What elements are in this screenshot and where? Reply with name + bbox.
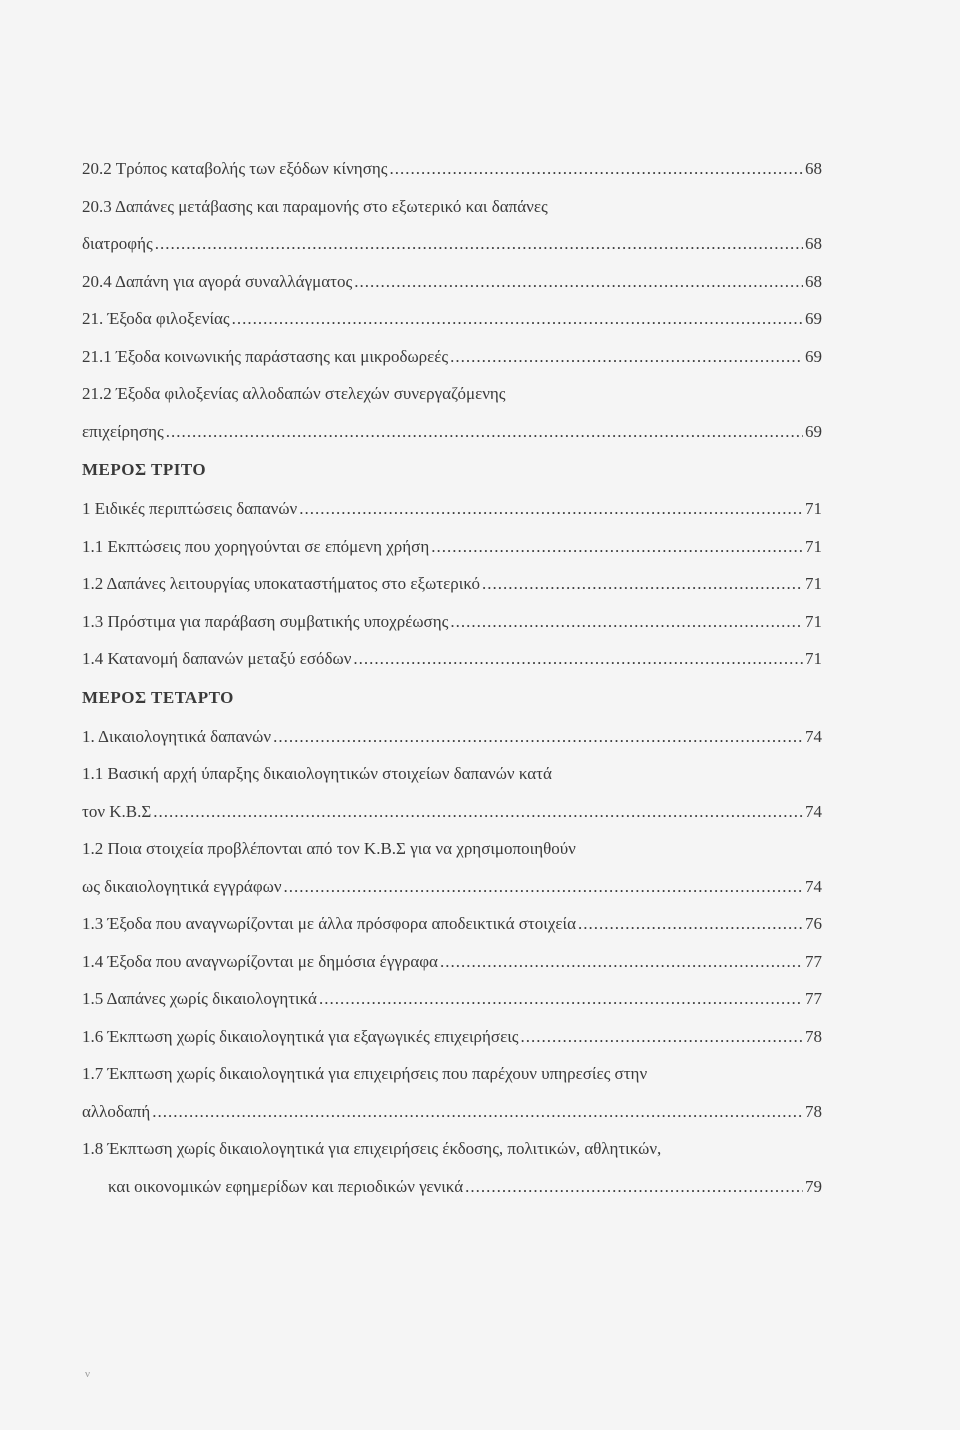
toc-entry [82,225,822,263]
toc-page-number: 74 [805,801,822,821]
toc-leader-dots [578,905,803,943]
toc-entry [82,1018,822,1056]
toc-leader-dots [152,1093,803,1131]
toc-leader-dots [390,150,804,188]
toc-entry-title: 21.2 Έξοδα φιλοξενίας αλλοδαπών στελεχών συνεργαζόμενης [82,384,506,403]
toc-page-number: 71 [805,649,822,668]
toc-page-number: 71 [805,611,822,631]
toc-leader-dots [465,1168,803,1206]
toc-page-number: 68 [805,159,822,178]
toc-page-number: 71 [805,499,822,518]
toc-entry [82,1093,822,1131]
toc-page-number: 78 [805,1026,822,1046]
toc-leader-dots [521,1018,803,1056]
toc-leader-dots [450,603,803,641]
toc-page-number: 69 [805,309,822,328]
toc-entry [82,793,822,831]
toc-entry [82,263,822,301]
toc-entry-title: ως δικαιολογητικά εγγράφων [82,876,282,896]
toc-leader-dots [482,565,803,603]
toc-entry-title: 1.6 Έκπτωση χωρίς δικαιολογητικά για εξαγωγικές επιχειρήσεις [82,1026,519,1046]
toc-page-number: 77 [805,989,822,1008]
toc-leader-dots [155,225,803,263]
toc-entry-title: 1.5 Δαπάνες χωρίς δικαιολογητικά [82,989,317,1008]
toc-entry [82,868,822,906]
toc-entry [82,188,822,226]
toc-leader-dots [273,718,803,756]
toc-leader-dots [353,640,803,678]
toc-leader-dots [319,980,803,1018]
toc-page-number: 68 [805,234,822,253]
toc-entry-title: και οικονομικών εφημερίδων και περιοδικών γενικά [108,1176,464,1196]
toc-entry [82,375,822,413]
section-heading: ΜΕΡΟΣ ΤΕΤΑΡΤΟ [82,687,234,707]
toc-leader-dots [284,868,803,906]
toc-entry-title: 1 Ειδικές περιπτώσεις δαπανών [82,499,298,518]
toc-entry-title: 21. Έξοδα φιλοξενίας [82,309,230,328]
toc-entry-title: 1. Δικαιολογητικά δαπανών [82,726,272,746]
toc-entry-title: 1.1 Βασική αρχή ύπαρξης δικαιολογητικών στοιχείων δαπανών κατά [82,764,552,783]
toc-leader-dots [153,793,803,831]
toc-entry-title: 1.4 Έξοδα που αναγνωρίζονται με δημόσια έγγραφα [82,951,438,971]
toc-entry [82,150,822,188]
toc-leader-dots [299,490,803,528]
toc-entry [82,755,822,793]
page-footer-mark: ν [85,1368,90,1380]
toc-page-number: 69 [805,421,822,441]
toc-entry-title: αλλοδαπή [82,1101,151,1121]
toc-entry [82,980,822,1018]
toc-entry [82,830,822,868]
toc-page-number: 69 [805,346,822,366]
toc-page-number: 76 [805,914,822,933]
toc-entry-title: 1.8 Έκπτωση χωρίς δικαιολογητικά για επιχειρήσεις έκδοσης, πολιτικών, αθλητικών, [82,1139,662,1158]
toc-entry [82,338,822,376]
toc-entry-title: 20.2 Τρόπος καταβολής των εξόδων κίνησης [82,159,388,178]
toc-page-number: 79 [805,1176,822,1196]
toc-page-number: 71 [805,574,822,593]
toc-entry [82,1130,822,1168]
toc-entry-title: 20.4 Δαπάνη για αγορά συναλλάγματος [82,271,353,291]
toc-page-number: 74 [805,726,822,746]
toc-entry-title: 21.1 Έξοδα κοινωνικής παράστασης και μικροδωρεές [82,346,449,366]
toc-entry-title: τον Κ.Β.Σ [82,801,152,821]
toc-page-number: 68 [805,271,822,291]
table-of-contents [82,150,822,1205]
section-heading: ΜΕΡΟΣ ΤΡΙΤΟ [82,460,207,479]
toc-entry [82,640,822,678]
toc-entry-title: 20.3 Δαπάνες μετάβασης και παραμονής στο εξωτερικό και δαπάνες [82,196,548,216]
toc-page-number: 77 [805,951,822,971]
toc-entry [82,565,822,603]
toc-entry [82,413,822,451]
toc-leader-dots [440,943,803,981]
toc-entry [82,528,822,566]
toc-entry-title: 1.4 Κατανομή δαπανών μεταξύ εσόδων [82,649,352,668]
toc-page-number: 71 [805,536,822,556]
toc-entry-title: 1.1 Εκπτώσεις που χορηγούνται σε επόμενη χρήση [82,536,430,556]
toc-leader-dots [166,413,803,451]
toc-entry [82,1168,822,1206]
toc-entry [82,300,822,338]
toc-entry-title: 1.3 Έξοδα που αναγνωρίζονται με άλλα πρόσφορα αποδεικτικά στοιχεία [82,914,576,933]
toc-entry-title: 1.2 Ποια στοιχεία προβλέπονται από τον Κ.Β.Σ για να χρησιμοποιηθούν [82,839,576,858]
toc-leader-dots [232,300,803,338]
toc-leader-dots [354,263,803,301]
toc-entry-title: διατροφής [82,234,153,253]
toc-leader-dots [450,338,803,376]
toc-entry [82,490,822,528]
toc-leader-dots [431,528,803,566]
toc-page-number: 78 [805,1101,822,1121]
toc-page-number: 74 [805,876,822,896]
toc-entry-title: επιχείρησης [82,421,164,441]
toc-entry-title: 1.7 Έκπτωση χωρίς δικαιολογητικά για επιχειρήσεις που παρέχουν υπηρεσίες στην [82,1064,648,1083]
toc-entry [82,718,822,756]
toc-entry-title: 1.2 Δαπάνες λειτουργίας υποκαταστήματος στο εξωτερικό [82,574,481,593]
toc-entry [82,1055,822,1093]
toc-entry-title: 1.3 Πρόστιμα για παράβαση συμβατικής υποχρέωσης [82,611,449,631]
toc-entry [82,603,822,641]
toc-entry [82,943,822,981]
toc-entry [82,905,822,943]
